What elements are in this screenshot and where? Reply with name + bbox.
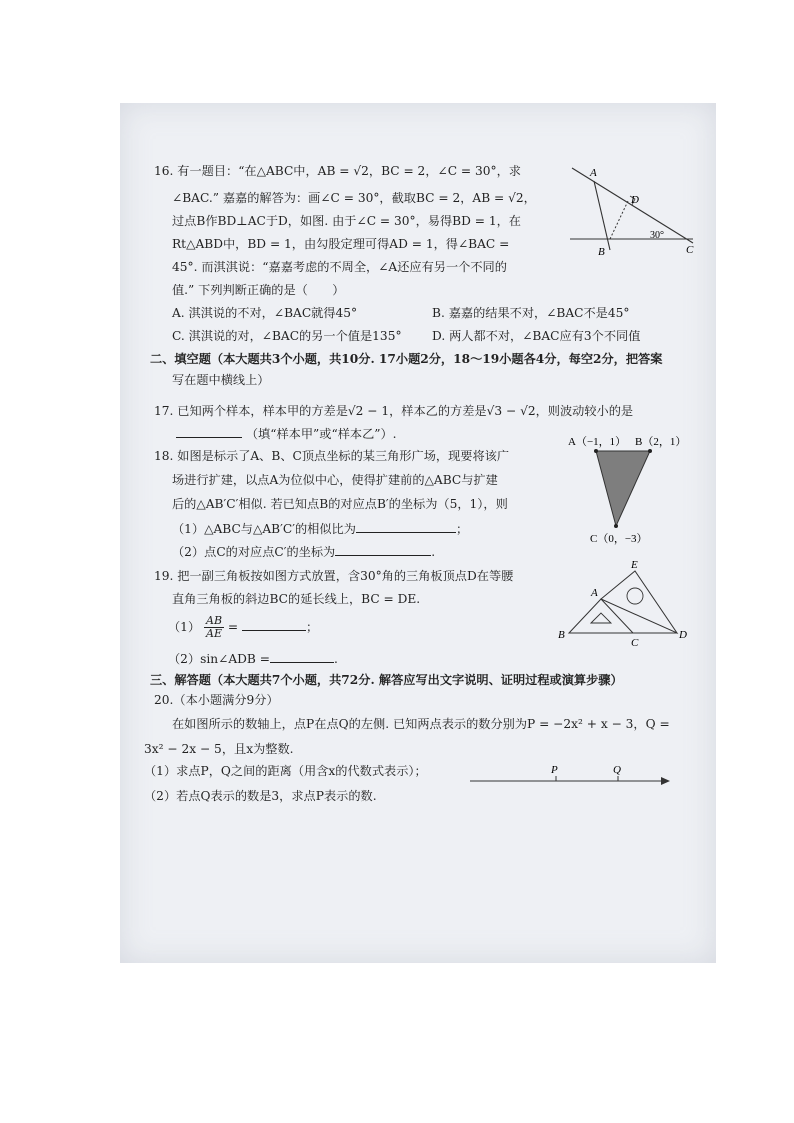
q19-line-2: 直角三角板的斜边BC的延长线上，BC = DE. xyxy=(172,592,421,606)
q17-hint: （填“样本甲”或“样本乙”）. xyxy=(245,427,397,441)
q18-ratio-blank[interactable] xyxy=(356,520,456,533)
q18-label-a: A（−1，1） xyxy=(568,436,627,448)
q20-number-line xyxy=(466,760,676,790)
q17-line-1: 17. 已知两个样本，样本甲的方差是√2 − 1，样本乙的方差是√3 − √2，则波动较小的是 xyxy=(154,404,634,418)
q19-line-1: 19. 把一副三角板按如图方式放置，含30°角的三角板顶点D在等腰 xyxy=(154,569,514,583)
q19-label-d: D xyxy=(679,629,687,641)
q19-fraction xyxy=(204,615,224,640)
section-2-heading: 二、填空题（本大题共3个小题，共10分. 17小题2分，18～19小题各4分，每空2分，把答案 xyxy=(150,352,663,366)
q18-line-2: 场进行扩建，以点A为位似中心，使得扩建前的△ABC与扩建 xyxy=(172,473,498,487)
q16-line-2: ∠BAC.” 嘉嘉的解答为：画∠C = 30°，截取BC = 2，AB = √2， xyxy=(172,191,536,205)
q16-option-d: D. 两人都不对，∠BAC应有3个不同值 xyxy=(432,329,641,343)
q20-point-p: P xyxy=(551,764,558,776)
section-3-heading: 三、解答题（本大题共7个小题，共72分. 解答应写出文字说明、证明过程或演算步骤） xyxy=(150,673,623,687)
q20-point-q: Q xyxy=(613,764,621,776)
q16-label-d: D xyxy=(631,194,639,206)
q19-sub-2-text: （2）sin∠ADB = xyxy=(168,652,270,666)
q16-label-b: B xyxy=(598,246,605,258)
q19-frac-numerator: AB xyxy=(206,614,223,627)
q20-line-2: 3x² − 2x − 5，且x为整数. xyxy=(144,742,294,756)
q19-frac-denominator: AE xyxy=(206,627,223,640)
q18-line-1: 18. 如图是标示了A、B、C顶点坐标的某三角形广场，现要将该广 xyxy=(154,449,510,463)
q19-sub-1: （1） $\frac{AB}{AE}$ = ； xyxy=(168,614,319,640)
q16-label-c: C xyxy=(686,244,694,256)
q19-label-e: E xyxy=(631,559,638,571)
q16-option-c: C. 淇淇说的对，∠BAC的另一个值是135° xyxy=(172,329,402,343)
q18-sub-1: （1）△ABC与△AB′C′的相似比为 ； xyxy=(172,522,469,536)
q19-label-c: C xyxy=(631,637,639,648)
q18-label-c: C（0，−3） xyxy=(590,533,648,545)
q19-equals: = xyxy=(227,620,239,634)
q20-sub-1: （1）求点P，Q之间的距离（用含x的代数式表示）； xyxy=(144,764,427,778)
q16-angle-label: 30° xyxy=(650,230,664,241)
q18-sub-1-text: （1）△ABC与△AB′C′的相似比为 xyxy=(172,522,356,536)
q18-label-b: B（2，1） xyxy=(635,436,687,448)
q19-sub-1-prefix: （1） xyxy=(168,620,201,634)
q20-line-1: 在如图所示的数轴上，点P在点Q的左侧. 已知两点表示的数分别为P = −2x² + x − 3，Q = xyxy=(172,717,670,731)
q19-sin-blank[interactable] xyxy=(270,650,334,663)
section-2-heading-cont: 写在题中横线上） xyxy=(172,373,270,387)
q20-sub-2: （2）若点Q表示的数是3，求点P表示的数. xyxy=(144,789,377,803)
q16-label-a: A xyxy=(590,167,597,179)
q16-line-4: Rt△ABD中，BD = 1，由勾股定理可得AD = 1，得∠BAC = xyxy=(172,237,510,251)
q19-label-b: B xyxy=(558,629,565,641)
q19-ratio-blank[interactable] xyxy=(242,618,306,631)
q18-sub-2: （2）点C的对应点C′的坐标为 . xyxy=(172,545,436,559)
q16-option-b: B. 嘉嘉的结果不对，∠BAC不是45° xyxy=(432,306,630,320)
q19-label-a: A xyxy=(591,587,598,599)
q17-answer-blank[interactable] xyxy=(176,425,242,438)
q18-coord-blank[interactable] xyxy=(335,543,431,556)
q16-triangle-figure xyxy=(568,163,698,263)
q18-triangle-figure xyxy=(566,432,700,550)
q16-line-5: 45°. 而淇淇说：“嘉嘉考虑的不周全，∠A还应有另一个不同的 xyxy=(172,260,507,274)
q17-line-2 xyxy=(176,425,397,442)
q16-line-1: 16. 有一题目：“在△ABC中，AB = √2，BC = 2，∠C = 30°，求 xyxy=(154,164,521,178)
q19-triangles-figure xyxy=(555,556,690,648)
q18-sub-2-text: （2）点C的对应点C′的坐标为 xyxy=(172,545,336,559)
q16-line-6: 值.” 下列判断正确的是（ ） xyxy=(172,283,345,297)
q16-line-3: 过点B作BD⊥AC于D，如图. 由于∠C = 30°，易得BD = 1，在 xyxy=(172,214,521,228)
q19-sub-2: （2）sin∠ADB = . xyxy=(168,652,338,666)
q16-option-a: A. 淇淇说的不对，∠BAC就得45° xyxy=(172,306,358,320)
q20-title: 20.（本小题满分9分） xyxy=(154,693,279,707)
q18-line-3: 后的△AB′C′相似. 若已知点B的对应点B′的坐标为（5，1），则 xyxy=(172,497,508,511)
